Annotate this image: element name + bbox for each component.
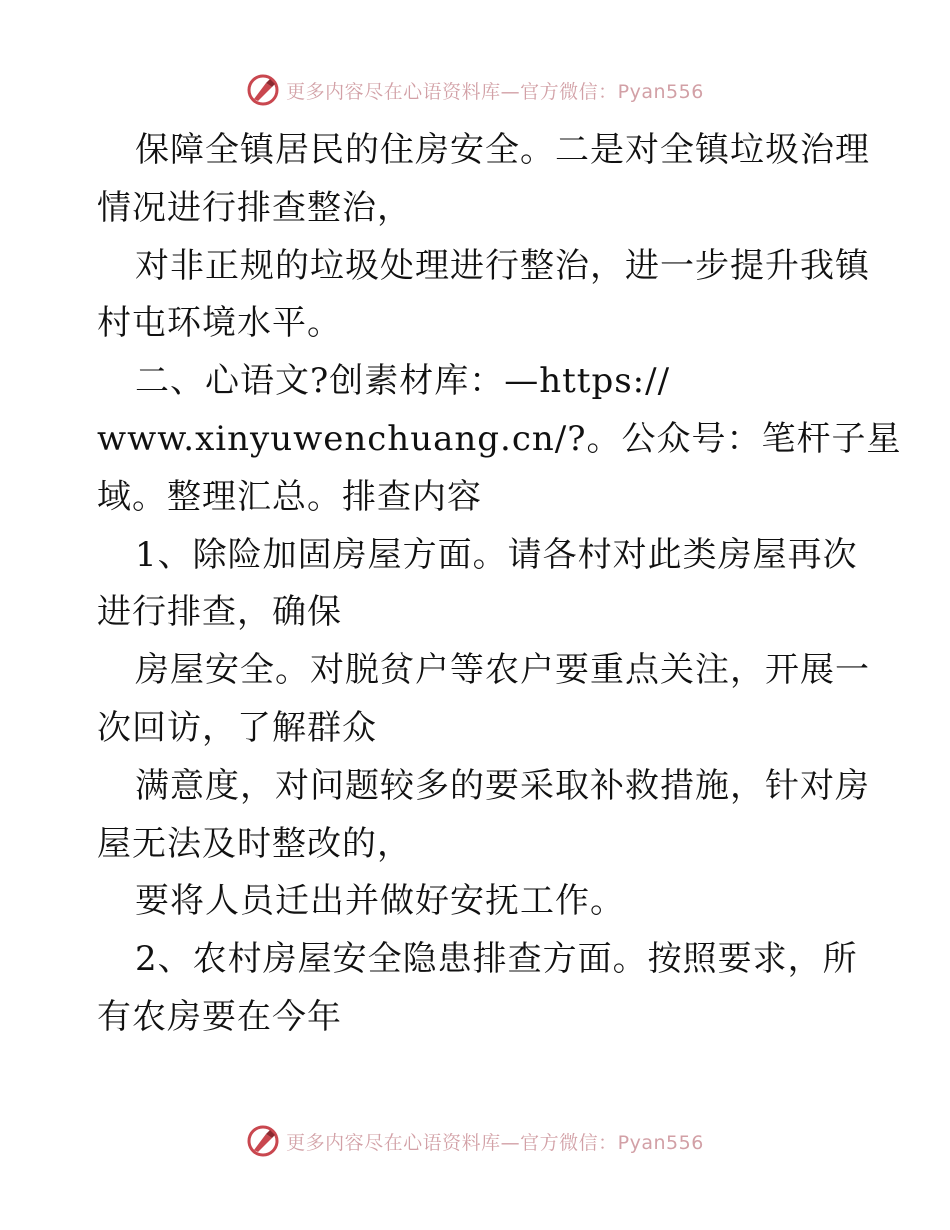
document-body — [97, 122, 902, 1047]
paragraph-line: 进行排查，确保 — [97, 592, 342, 633]
pen-nib-icon — [246, 73, 280, 107]
pen-nib-icon — [246, 1124, 280, 1158]
footer-banner-text: 更多内容尽在心语资料库—官方微信：Pyan556 — [286, 1131, 704, 1154]
header-banner — [0, 73, 950, 107]
paragraph-line: 满意度，对问题较多的要采取补救措施，针对房 — [135, 765, 870, 806]
paragraph-line: www.xinyuwenchuang.cn/?。公众号：笔杆子星 — [97, 418, 902, 459]
paragraph-line: 保障全镇居民的住房安全。二是对全镇垃圾治理 — [135, 130, 870, 170]
paragraph-line: 对非正规的垃圾处理进行整治，进一步提升我镇 — [135, 245, 870, 286]
footer-banner — [0, 1124, 950, 1158]
paragraph-line: 屋无法及时整改的， — [97, 823, 412, 864]
section-heading: 二、心语文?创素材库：—https:// — [135, 361, 671, 402]
paragraph-line: 村屯环境水平。 — [97, 303, 342, 344]
paragraph-line: 次回访，了解群众 — [97, 707, 377, 748]
paragraph-line: 要将人员迁出并做好安抚工作。 — [135, 881, 625, 922]
paragraph-line: 情况进行排查整治， — [97, 187, 412, 228]
paragraph-line: 有农房要在今年 — [97, 996, 342, 1037]
paragraph-line: 域。整理汇总。排查内容 — [97, 476, 482, 517]
paragraph-line: 1、除险加固房屋方面。请各村对此类房屋再次 — [135, 534, 858, 575]
header-banner-text: 更多内容尽在心语资料库—官方微信：Pyan556 — [286, 80, 704, 103]
paragraph-line: 房屋安全。对脱贫户等农户要重点关注，开展一 — [135, 650, 870, 691]
paragraph-line: 2、农村房屋安全隐患排查方面。按照要求，所 — [135, 939, 858, 980]
